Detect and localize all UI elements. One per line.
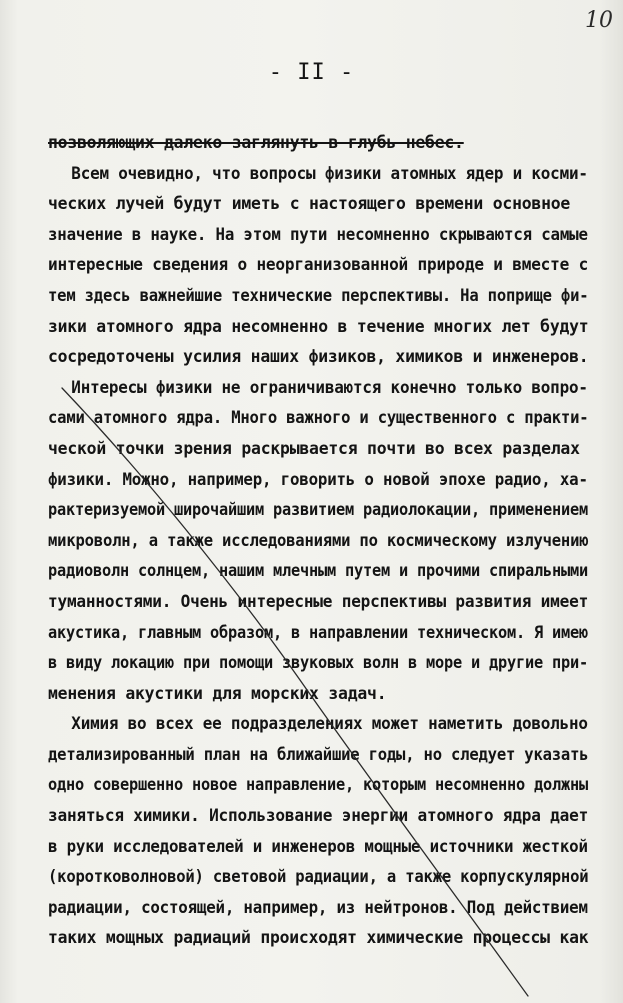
text-line: менения акустики для морских задач. [48, 683, 387, 703]
text-line: ческой точки зрения раскрывается почти во всех разделах [48, 438, 580, 458]
typed-page-number: - II - [268, 60, 355, 85]
text-line: радиоволн солнцем, нашим млечным путем и прочими спиральными [48, 561, 589, 581]
text-line: радиации, состоящей, например, из нейтронов. Под действием [48, 897, 588, 917]
text-line: зики атомного ядра несомненно в течение многих лет будут [48, 316, 589, 336]
text-line: одно совершенно новое направление, которым несомненно должны [48, 775, 589, 795]
text-line: акустика, главным образом, в направлении техническом. Я имею [48, 622, 589, 642]
text-line: сосредоточены усилия наших физиков, химиков и инженеров. [48, 347, 589, 367]
text-line: тем здесь важнейшие технические перспективы. На поприще фи- [48, 285, 589, 305]
text-line: таких мощных радиаций происходят химические процессы как [48, 928, 589, 948]
text-line: детализированный план на ближайшие годы, но следует указать [48, 744, 589, 764]
text-line: микроволн, а также исследованиями по космическому излучению [48, 530, 589, 550]
text-line: рактеризуемой широчайшим развитием радиолокации, применением [48, 500, 589, 520]
text-line: в виду локацию при помощи звуковых волн в море и другие при- [48, 653, 589, 673]
text-line: туманностями. Очень интересные перспективы развития имеет [48, 591, 589, 611]
handwritten-page-number: 10 [585, 8, 613, 33]
text-line: Химия во всех ее подразделениях может наметить довольно [71, 714, 588, 734]
text-line: Всем очевидно, что вопросы физики атомных ядер и косми- [71, 163, 588, 183]
text-line: заняться химики. Использование энергии атомного ядра дает [48, 806, 589, 826]
text-line: физики. Можно, например, говорить о новой эпохе радио, ха- [48, 469, 588, 489]
text-line: ческих лучей будут иметь с настоящего времени основное [48, 194, 571, 214]
struck-line: позволяющих далеко заглянуть в глубь небес. [48, 133, 464, 152]
body-text [48, 128, 588, 954]
text-line: Интересы физики не ограничиваются конечно только вопро- [71, 377, 588, 397]
text-line: интересные сведения о неорганизованной природе и вместе с [48, 255, 589, 275]
text-line: в руки исследователей и инженеров мощные источники жесткой [48, 836, 588, 856]
text-line: (коротковолновой) световой радиации, а также корпускулярной [48, 867, 589, 887]
text-line: значение в науке. На этом пути несомненно скрываются самые [48, 224, 588, 244]
text-line: сами атомного ядра. Много важного и существенного с практи- [48, 408, 589, 428]
